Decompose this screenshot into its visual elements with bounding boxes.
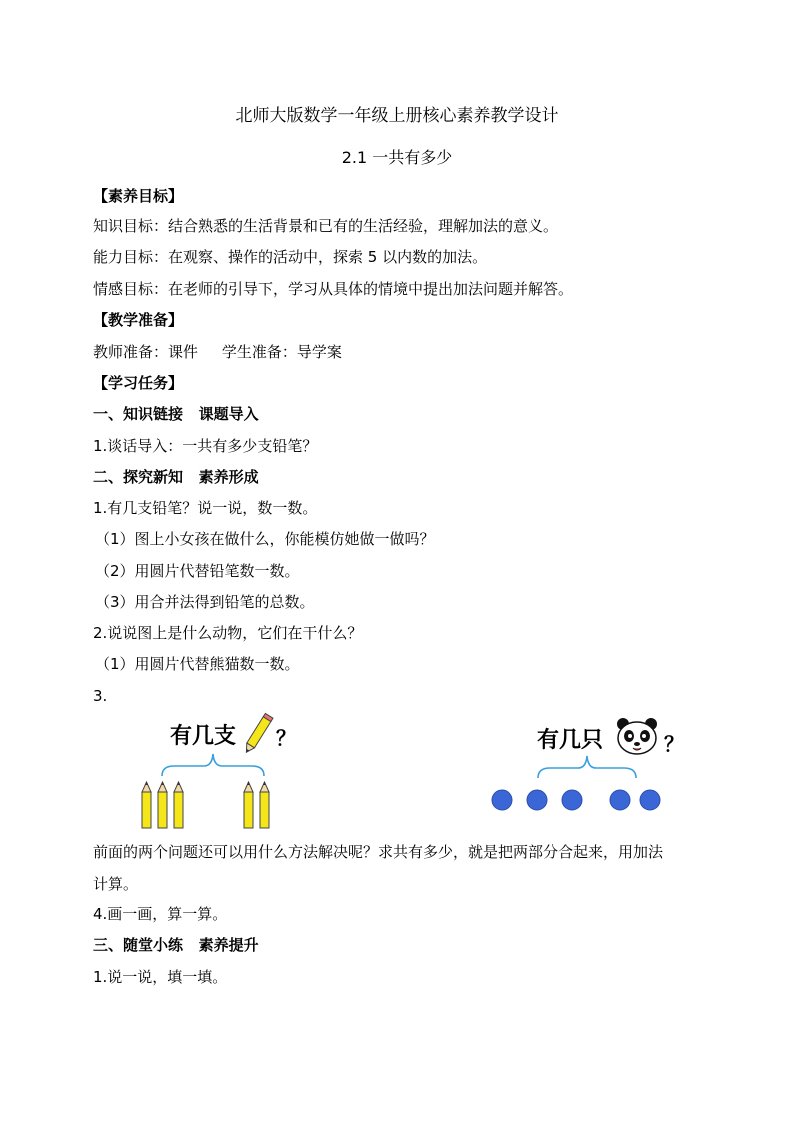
document-title: 北师大版数学一年级上册核心素养教学设计 bbox=[235, 106, 559, 126]
prep-heading: 【教学准备】 bbox=[93, 311, 184, 329]
counting-circle bbox=[527, 790, 547, 810]
prep-text: 教师准备：课件 学生准备：导学案 bbox=[93, 343, 342, 361]
part2-sub2: （2）用圆片代替铅笔数一数。 bbox=[95, 562, 300, 580]
pencil bbox=[174, 782, 183, 828]
panda-icon bbox=[614, 716, 660, 756]
pencil bbox=[260, 782, 269, 828]
pencil-brace bbox=[160, 750, 266, 780]
counting-circle bbox=[492, 790, 512, 810]
part2-item4: 4.画一画，算一算。 bbox=[93, 905, 228, 923]
goal-knowledge: 知识目标：结合熟悉的生活背景和已有的生活经验，理解加法的意义。 bbox=[93, 217, 559, 235]
circle-group-figure bbox=[484, 786, 664, 816]
counting-circle bbox=[610, 790, 630, 810]
part2-sub4: （1）用圆片代替熊猫数一数。 bbox=[95, 655, 300, 673]
summary-line-2: 计算。 bbox=[93, 875, 139, 893]
part1-item1: 1.谈话导入：一共有多少支铅笔？ bbox=[93, 437, 318, 455]
goal-ability: 能力目标：在观察、操作的活动中，探索 5 以内数的加法。 bbox=[93, 248, 488, 266]
part2-item2: 2.说说图上是什么动物，它们在干什么？ bbox=[93, 624, 363, 642]
counting-circle bbox=[640, 790, 660, 810]
part3-item1: 1.说一说，填一填。 bbox=[93, 968, 228, 986]
panda-brace bbox=[536, 752, 638, 780]
pencil-question-label: 有几支 bbox=[170, 724, 237, 749]
counting-circle bbox=[562, 790, 582, 810]
pencil-group-figure bbox=[140, 782, 280, 832]
panda-question-label: 有几只 bbox=[537, 728, 604, 753]
part2-sub1: （1）图上小女孩在做什么，你能模仿她做一做吗？ bbox=[95, 530, 435, 548]
panda-question-mark: ？ bbox=[664, 732, 684, 756]
pencil-question-mark: ？ bbox=[276, 726, 296, 750]
goal-emotion: 情感目标：在老师的引导下，学习从具体的情境中提出加法问题并解答。 bbox=[93, 280, 574, 298]
pencil bbox=[142, 782, 151, 828]
part1-heading: 一、知识链接 课题导入 bbox=[93, 405, 259, 423]
pencil bbox=[158, 782, 167, 828]
pencil bbox=[244, 782, 253, 828]
goals-heading: 【素养目标】 bbox=[93, 187, 184, 205]
part2-heading: 二、探究新知 素养形成 bbox=[93, 468, 259, 486]
part2-item1: 1.有几支铅笔？说一说，数一数。 bbox=[93, 499, 318, 517]
part2-item3: 3. bbox=[93, 687, 108, 705]
summary-line-1: 前面的两个问题还可以用什么方法解决呢？求共有多少，就是把两部分合起来，用加法 bbox=[93, 843, 664, 861]
tasks-heading: 【学习任务】 bbox=[93, 374, 184, 392]
part2-sub3: （3）用合并法得到铅笔的总数。 bbox=[95, 593, 315, 611]
document-subtitle: 2.1 一共有多少 bbox=[341, 148, 453, 167]
part3-heading: 三、随堂小练 素养提升 bbox=[93, 936, 259, 954]
